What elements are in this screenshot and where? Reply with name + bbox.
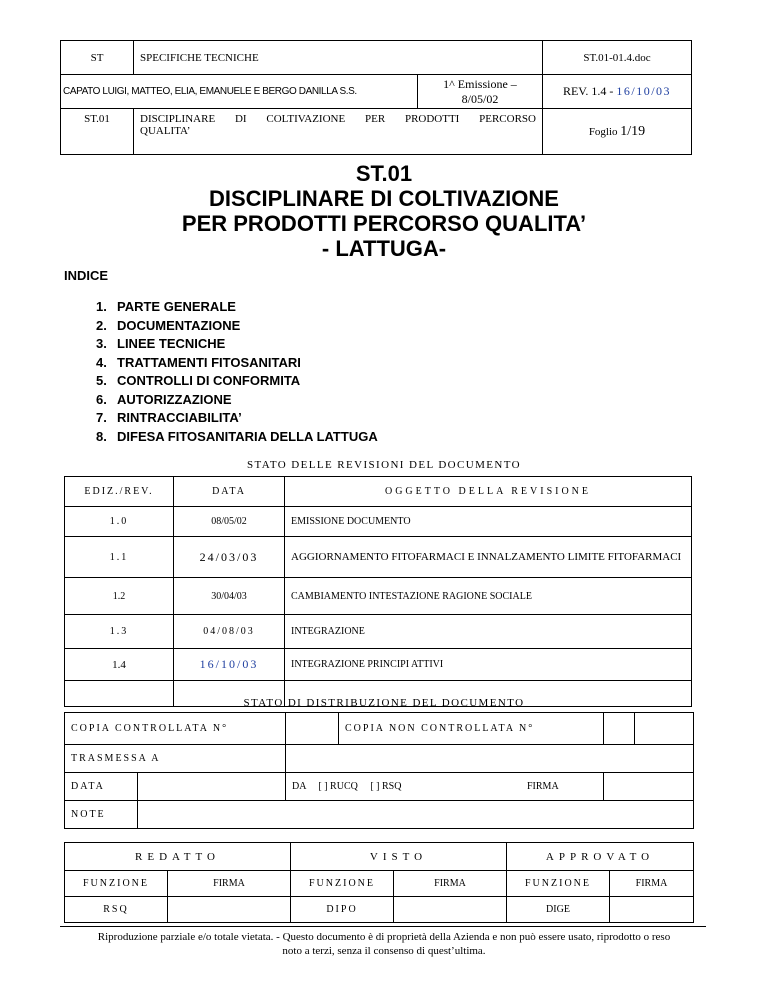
from-field: DA [ ] RUCQ [ ] RSQ bbox=[285, 773, 521, 801]
revision-date-highlight: 16/10/03 bbox=[174, 649, 285, 681]
table-row: 1.0 08/05/02 EMISSIONE DOCUMENTO bbox=[65, 507, 692, 537]
header-company: CAPATO LUIGI, MATTEO, ELIA, EMANUELE E BERGO DANILLA S.S. bbox=[61, 75, 418, 109]
rucq-checkbox[interactable]: [ ] RUCQ bbox=[318, 781, 358, 792]
drafted-signature[interactable] bbox=[168, 897, 291, 923]
sent-to-label: TRASMESSA A bbox=[65, 745, 286, 773]
toc-item: 7. RINTRACCIABILITA’ bbox=[96, 410, 242, 425]
footer-disclaimer: Riproduzione parziale e/o totale vietata. - Questo documento è di proprietà della Azienda e non può essere usato, riprodotto o reso noto a terzi, senza il consenso di quest’ultima. bbox=[97, 931, 671, 957]
header-type: SPECIFICHE TECNICHE bbox=[134, 41, 543, 75]
drafted-by: RSQ bbox=[65, 897, 168, 923]
document-header bbox=[60, 40, 692, 155]
notes-label: NOTE bbox=[65, 801, 138, 829]
drafted-label: REDATTO bbox=[65, 843, 291, 871]
rsq-checkbox[interactable]: [ ] RSQ bbox=[370, 781, 402, 792]
header-revision: REV. 1.4 - 16/10/03 bbox=[543, 75, 692, 109]
notes-field[interactable] bbox=[138, 801, 694, 829]
approved-label: APPROVATO bbox=[507, 843, 694, 871]
header-code: ST bbox=[61, 41, 134, 75]
footer-divider bbox=[60, 926, 706, 927]
distribution-caption: STATO DI DISTRIBUZIONE DEL DOCUMENTO bbox=[243, 697, 525, 709]
table-of-contents bbox=[96, 298, 378, 446]
approval-table: REDATTO VISTO APPROVATO FUNZIONE FIRMA FUNZIONE FIRMA FUNZIONE FIRMA RSQ DIPO DIGE bbox=[64, 842, 694, 923]
seen-label: VISTO bbox=[291, 843, 507, 871]
table-row: 1.1 24/03/03 AGGIORNAMENTO FITOFARMACI E INNALZAMENTO LIMITE FITOFARMACI bbox=[65, 537, 692, 578]
header-revision-date: 16/10/03 bbox=[616, 84, 672, 98]
toc-item: 2. DOCUMENTAZIONE bbox=[96, 317, 241, 333]
toc-item: 6. AUTORIZZAZIONE bbox=[96, 391, 232, 407]
header-emission: 1^ Emissione – 8/05/02 bbox=[418, 75, 543, 109]
title-line-3: PER PRODOTTI PERCORSO QUALITA’ bbox=[181, 211, 587, 236]
approved-by: DIGE bbox=[507, 897, 610, 923]
seen-by: DIPO bbox=[291, 897, 394, 923]
signature-field[interactable] bbox=[604, 773, 694, 801]
header-doc-code: ST.01 bbox=[61, 109, 134, 155]
controlled-copy-label: COPIA CONTROLLATA N° bbox=[65, 713, 286, 745]
controlled-copy-number[interactable] bbox=[285, 713, 338, 745]
seen-signature[interactable] bbox=[394, 897, 507, 923]
toc-item: 4. TRATTAMENTI FITOSANITARI bbox=[96, 354, 301, 370]
column-header: DATA bbox=[174, 477, 285, 507]
document-title bbox=[0, 161, 768, 261]
header-subject: DISCIPLINARE DI COLTIVAZIONE PER PRODOTTI PERCORSO QUALITA’ bbox=[134, 109, 543, 155]
header-sheet: Foglio 1/19 bbox=[543, 109, 692, 155]
toc-item: 3. LINEE TECNICHE bbox=[96, 336, 226, 351]
date-label: DATA bbox=[65, 773, 138, 801]
distribution-table bbox=[64, 712, 694, 829]
title-code: ST.01 bbox=[355, 161, 413, 186]
toc-item: 5. CONTROLLI DI CONFORMITA bbox=[96, 373, 301, 388]
title-line-4: - LATTUGA- bbox=[321, 236, 447, 261]
toc-item: 8. DIFESA FITOSANITARIA DELLA LATTUGA bbox=[96, 428, 378, 444]
date-field[interactable] bbox=[138, 773, 286, 801]
uncontrolled-copy-label: COPIA NON CONTROLLATA N° bbox=[338, 713, 603, 745]
header-filename: ST.01-01.4.doc bbox=[543, 41, 692, 75]
revisions-table bbox=[64, 476, 692, 707]
table-row: 1.2 30/04/03 CAMBIAMENTO INTESTAZIONE RAGIONE SOCIALE bbox=[65, 578, 692, 615]
table-row: 1.3 04/08/03 INTEGRAZIONE bbox=[65, 615, 692, 649]
table-header-row bbox=[65, 477, 692, 507]
signature-label: FIRMA bbox=[521, 773, 604, 801]
sent-to-field[interactable] bbox=[285, 745, 693, 773]
index-heading: INDICE bbox=[64, 268, 109, 283]
title-line-2: DISCIPLINARE DI COLTIVAZIONE bbox=[209, 186, 559, 211]
approved-signature[interactable] bbox=[610, 897, 694, 923]
toc-item: 1. PARTE GENERALE bbox=[96, 299, 236, 314]
table-row: 1.4 16/10/03 INTEGRAZIONE PRINCIPI ATTIVI bbox=[65, 649, 692, 681]
uncontrolled-copy-number[interactable] bbox=[604, 713, 635, 745]
column-header: EDIZ./REV. bbox=[65, 477, 174, 507]
column-header: OGGETTO DELLA REVISIONE bbox=[285, 477, 692, 507]
revisions-caption: STATO DELLE REVISIONI DEL DOCUMENTO bbox=[246, 459, 521, 471]
